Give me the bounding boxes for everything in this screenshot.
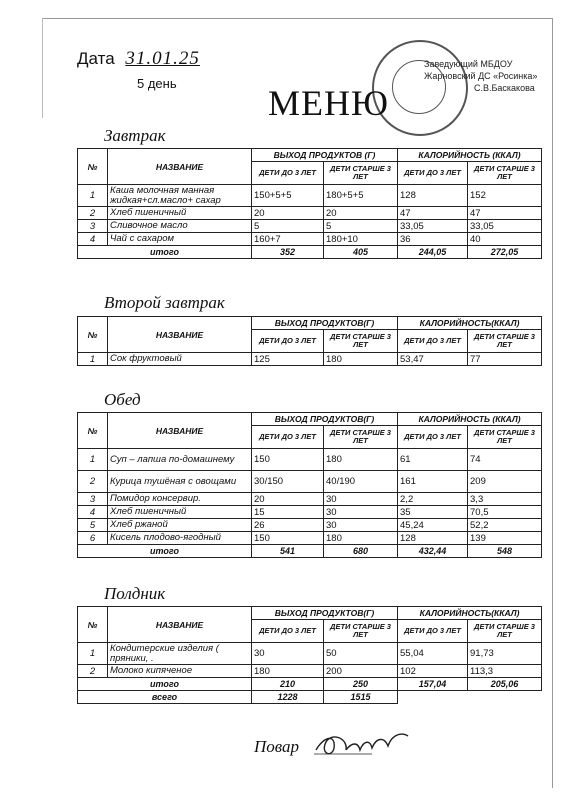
table-row xyxy=(78,665,542,678)
table-row xyxy=(78,643,542,665)
output-under3: 30 xyxy=(252,643,324,665)
row-num: 2 xyxy=(78,471,108,493)
row-num: 1 xyxy=(78,643,108,665)
output-over3: 50 xyxy=(324,643,398,665)
page-border-top xyxy=(42,18,552,19)
calories-over3: 74 xyxy=(468,449,542,471)
snack-table xyxy=(77,606,542,704)
total-calories-under3: 244,05 xyxy=(398,246,468,259)
output-under3: 30/150 xyxy=(252,471,324,493)
section-title-snack: Полдник xyxy=(104,584,166,603)
row-num: 3 xyxy=(78,220,108,233)
calories-over3: 91,73 xyxy=(468,643,542,665)
cook-signature-image xyxy=(312,728,412,760)
table-row xyxy=(78,493,542,506)
dish-name: Хлеб пшеничный xyxy=(108,506,252,519)
calories-over3: 52,2 xyxy=(468,519,542,532)
col-calories-header: КАЛОРИЙНОСТЬ(ККАЛ) xyxy=(398,317,542,330)
calories-under3: 161 xyxy=(398,471,468,493)
calories-over3: 3,3 xyxy=(468,493,542,506)
total-output-under3: 541 xyxy=(252,545,324,558)
calories-under3: 36 xyxy=(398,233,468,246)
calories-under3: 128 xyxy=(398,532,468,545)
col-name-header: НАЗВАНИЕ xyxy=(108,317,252,353)
calories-over3: 113,3 xyxy=(468,665,542,678)
col-num-header: № xyxy=(78,317,108,353)
total-label: итого xyxy=(78,678,252,691)
col-over3-header: ДЕТИ СТАРШЕ 3 ЛЕТ xyxy=(324,620,398,643)
table-row xyxy=(78,471,542,493)
calories-under3: 45,24 xyxy=(398,519,468,532)
calories-under3: 102 xyxy=(398,665,468,678)
dish-name: Каша молочная манная жидкая+сл.масло+ сахар xyxy=(108,185,252,207)
approval-line: Жарновский ДС «Росинка» xyxy=(424,71,538,81)
total-calories-under3: 432,44 xyxy=(398,545,468,558)
output-under3: 180 xyxy=(252,665,324,678)
row-num: 2 xyxy=(78,665,108,678)
col-over3-cal-header: ДЕТИ СТАРШЕ 3 ЛЕТ xyxy=(468,620,542,643)
approval-line: Заведующий МБДОУ xyxy=(424,59,513,69)
table-row xyxy=(78,233,542,246)
calories-over3: 70,5 xyxy=(468,506,542,519)
calories-over3: 152 xyxy=(468,185,542,207)
col-over3-cal-header: ДЕТИ СТАРШЕ 3 ЛЕТ xyxy=(468,330,542,353)
col-under3-cal-header: ДЕТИ ДО 3 ЛЕТ xyxy=(398,620,468,643)
total-output-under3: 210 xyxy=(252,678,324,691)
calories-over3: 77 xyxy=(468,353,542,366)
page-border-right xyxy=(552,18,553,788)
output-over3: 180 xyxy=(324,449,398,471)
output-under3: 15 xyxy=(252,506,324,519)
calories-under3: 47 xyxy=(398,207,468,220)
approval-block xyxy=(424,58,537,94)
output-under3: 5 xyxy=(252,220,324,233)
col-calories-header: КАЛОРИЙНОСТЬ (ККАЛ) xyxy=(398,413,542,426)
col-name-header: НАЗВАНИЕ xyxy=(108,413,252,449)
dish-name: Кондитерские изделия ( пряники, . xyxy=(108,643,252,665)
dish-name: Молоко кипяченое xyxy=(108,665,252,678)
grand-total-output-under3: 1228 xyxy=(252,691,324,704)
output-over3: 30 xyxy=(324,493,398,506)
grand-total-label: всего xyxy=(78,691,252,704)
total-row xyxy=(78,545,542,558)
total-calories-under3: 157,04 xyxy=(398,678,468,691)
calories-under3: 128 xyxy=(398,185,468,207)
row-num: 1 xyxy=(78,353,108,366)
total-row xyxy=(78,246,542,259)
date-line xyxy=(77,48,200,70)
output-over3: 180+10 xyxy=(324,233,398,246)
dish-name: Помидор консервир. xyxy=(108,493,252,506)
cook-label: Повар xyxy=(254,737,300,756)
total-output-under3: 352 xyxy=(252,246,324,259)
dish-name: Кисель плодово-ягодный xyxy=(108,532,252,545)
calories-under3: 33,05 xyxy=(398,220,468,233)
col-num-header: № xyxy=(78,413,108,449)
row-num: 1 xyxy=(78,449,108,471)
calories-under3: 61 xyxy=(398,449,468,471)
calories-over3: 139 xyxy=(468,532,542,545)
output-over3: 30 xyxy=(324,506,398,519)
col-under3-header: ДЕТИ ДО 3 ЛЕТ xyxy=(252,162,324,185)
col-name-header: НАЗВАНИЕ xyxy=(108,149,252,185)
col-output-header: ВЫХОД ПРОДУКТОВ(Г) xyxy=(252,607,398,620)
col-output-header: ВЫХОД ПРОДУКТОВ (Г) xyxy=(252,149,398,162)
col-calories-header: КАЛОРИЙНОСТЬ(ККАЛ) xyxy=(398,607,542,620)
output-under3: 125 xyxy=(252,353,324,366)
calories-under3: 53,47 xyxy=(398,353,468,366)
col-calories-header: КАЛОРИЙНОСТЬ (ККАЛ) xyxy=(398,149,542,162)
output-under3: 150 xyxy=(252,532,324,545)
col-under3-cal-header: ДЕТИ ДО 3 ЛЕТ xyxy=(398,162,468,185)
calories-over3: 33,05 xyxy=(468,220,542,233)
approval-line: С.В.Баскакова xyxy=(474,83,535,93)
col-output-header: ВЫХОД ПРОДУКТОВ(Г) xyxy=(252,317,398,330)
col-under3-cal-header: ДЕТИ ДО 3 ЛЕТ xyxy=(398,426,468,449)
date-label: Дата xyxy=(77,49,115,68)
row-num: 4 xyxy=(78,233,108,246)
col-num-header: № xyxy=(78,149,108,185)
calories-under3: 35 xyxy=(398,506,468,519)
output-under3: 160+7 xyxy=(252,233,324,246)
total-label: итого xyxy=(78,246,252,259)
row-num: 4 xyxy=(78,506,108,519)
col-num-header: № xyxy=(78,607,108,643)
total-output-over3: 250 xyxy=(324,678,398,691)
col-under3-header: ДЕТИ ДО 3 ЛЕТ xyxy=(252,330,324,353)
output-over3: 180 xyxy=(324,353,398,366)
total-output-over3: 405 xyxy=(324,246,398,259)
table-row xyxy=(78,220,542,233)
section-title-second-breakfast: Второй завтрак xyxy=(104,293,225,312)
calories-under3: 55,04 xyxy=(398,643,468,665)
output-under3: 20 xyxy=(252,493,324,506)
table-row xyxy=(78,519,542,532)
output-over3: 180 xyxy=(324,532,398,545)
row-num: 5 xyxy=(78,519,108,532)
section-title-breakfast: Завтрак xyxy=(104,126,166,145)
calories-over3: 40 xyxy=(468,233,542,246)
second-breakfast-table xyxy=(77,316,542,366)
calories-under3: 2,2 xyxy=(398,493,468,506)
output-under3: 20 xyxy=(252,207,324,220)
table-row xyxy=(78,353,542,366)
dish-name: Сливочное масло xyxy=(108,220,252,233)
output-under3: 150 xyxy=(252,449,324,471)
output-over3: 5 xyxy=(324,220,398,233)
col-over3-header: ДЕТИ СТАРШЕ 3 ЛЕТ xyxy=(324,162,398,185)
dish-name: Суп – лапша по-домашнему xyxy=(108,449,252,471)
row-num: 2 xyxy=(78,207,108,220)
col-under3-cal-header: ДЕТИ ДО 3 ЛЕТ xyxy=(398,330,468,353)
breakfast-table xyxy=(77,148,542,259)
page-title: МЕНЮ xyxy=(268,83,389,123)
section-title-lunch: Обед xyxy=(104,390,141,409)
table-row xyxy=(78,185,542,207)
total-calories-over3: 272,05 xyxy=(468,246,542,259)
output-over3: 180+5+5 xyxy=(324,185,398,207)
col-under3-header: ДЕТИ ДО 3 ЛЕТ xyxy=(252,620,324,643)
grand-total-output-over3: 1515 xyxy=(324,691,398,704)
grand-total-row xyxy=(78,691,542,704)
calories-over3: 47 xyxy=(468,207,542,220)
table-row xyxy=(78,449,542,471)
table-row xyxy=(78,506,542,519)
total-calories-over3: 548 xyxy=(468,545,542,558)
col-name-header: НАЗВАНИЕ xyxy=(108,607,252,643)
dish-name: Хлеб ржаной xyxy=(108,519,252,532)
day-number: 5 день xyxy=(137,76,177,91)
output-under3: 150+5+5 xyxy=(252,185,324,207)
output-over3: 20 xyxy=(324,207,398,220)
col-over3-cal-header: ДЕТИ СТАРШЕ 3 ЛЕТ xyxy=(468,162,542,185)
table-row xyxy=(78,207,542,220)
row-num: 1 xyxy=(78,185,108,207)
table-row xyxy=(78,532,542,545)
total-label: итого xyxy=(78,545,252,558)
date-value: 31.01.25 xyxy=(125,48,200,69)
calories-over3: 209 xyxy=(468,471,542,493)
col-over3-header: ДЕТИ СТАРШЕ 3 ЛЕТ xyxy=(324,426,398,449)
dish-name: Курица тушёная с овощами xyxy=(108,471,252,493)
output-over3: 200 xyxy=(324,665,398,678)
total-row xyxy=(78,678,542,691)
row-num: 6 xyxy=(78,532,108,545)
row-num: 3 xyxy=(78,493,108,506)
total-output-over3: 680 xyxy=(324,545,398,558)
col-under3-header: ДЕТИ ДО 3 ЛЕТ xyxy=(252,426,324,449)
col-over3-header: ДЕТИ СТАРШЕ 3 ЛЕТ xyxy=(324,330,398,353)
col-output-header: ВЫХОД ПРОДУКТОВ(Г) xyxy=(252,413,398,426)
output-over3: 40/190 xyxy=(324,471,398,493)
col-over3-cal-header: ДЕТИ СТАРШЕ 3 ЛЕТ xyxy=(468,426,542,449)
dish-name: Сок фруктовый xyxy=(108,353,252,366)
dish-name: Хлеб пшеничный xyxy=(108,207,252,220)
dish-name: Чай с сахаром xyxy=(108,233,252,246)
page-border-left xyxy=(42,18,43,118)
output-under3: 26 xyxy=(252,519,324,532)
output-over3: 30 xyxy=(324,519,398,532)
total-calories-over3: 205,06 xyxy=(468,678,542,691)
lunch-table xyxy=(77,412,542,558)
